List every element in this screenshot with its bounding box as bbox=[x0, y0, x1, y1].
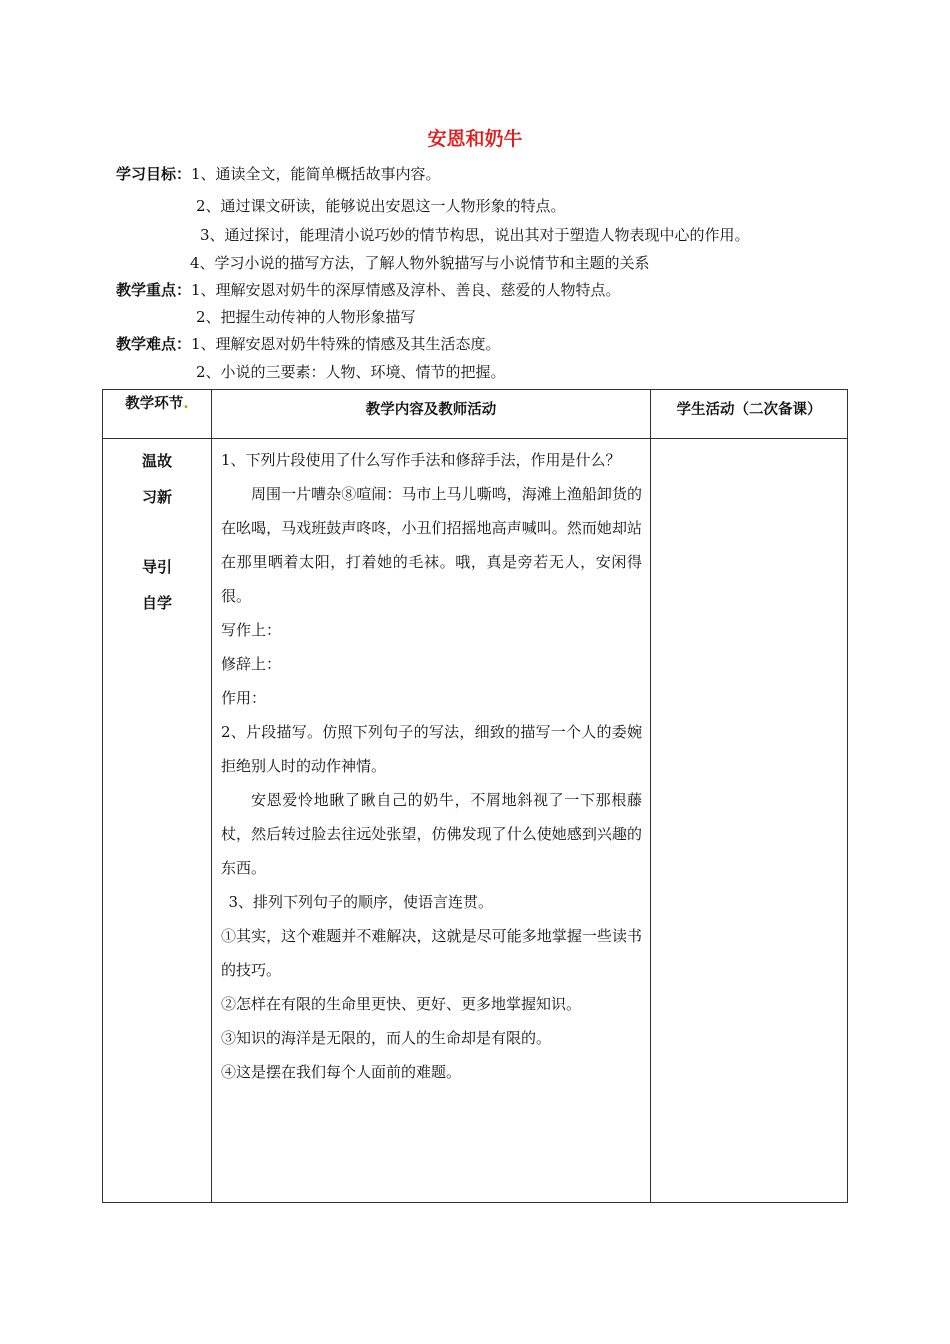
difficulty-item: 2、小说的三要素：人物、环境、情节的把握。 bbox=[196, 363, 506, 381]
question-1: 1、下列片段使用了什么写作手法和修辞手法，作用是什么？ bbox=[221, 451, 621, 469]
page-title: 安恩和奶牛 bbox=[427, 128, 523, 150]
sentence-2: ②怎样在有限的生命里更快、更好、更多地掌握知识。 bbox=[221, 995, 582, 1013]
stage-cell bbox=[103, 439, 212, 1203]
table-header-row bbox=[103, 390, 848, 439]
difficulties-line-1 bbox=[116, 334, 501, 354]
difficulties-label: 教学难点： bbox=[116, 335, 192, 353]
header-dot: . bbox=[183, 395, 189, 412]
table-row bbox=[103, 439, 848, 1203]
key-point-item: 1、理解安恩对奶牛的深厚情感及淳朴、善良、慈爱的人物特点。 bbox=[191, 281, 621, 299]
sentence-4: ④这是摆在我们每个人面前的难题。 bbox=[221, 1063, 462, 1081]
objective-item: 2、通过课文研读，能够说出安恩这一人物形象的特点。 bbox=[196, 197, 566, 215]
key-point-item: 2、把握生动传神的人物形象描写 bbox=[196, 308, 416, 326]
question-2: 2、片段描写。仿照下列句子的写法，细致的描写一个人的委婉拒绝别人时的动作神情。 bbox=[221, 723, 642, 775]
key-points-label: 教学重点： bbox=[116, 281, 192, 299]
stage-text: 导引 bbox=[141, 558, 172, 576]
header-stage: 教学环节. bbox=[103, 390, 212, 439]
sentence-1: ①其实，这个难题并不难解决，这就是尽可能多地掌握一些读书的技巧。 bbox=[221, 927, 642, 979]
answer-writing: 写作上： bbox=[221, 621, 282, 639]
key-points-line-1 bbox=[116, 280, 621, 300]
content-cell bbox=[212, 439, 651, 1203]
question-3: 3、排列下列句子的顺序，使语言连贯。 bbox=[228, 893, 494, 911]
stage-text: 温故 bbox=[141, 452, 172, 470]
student-activity-cell bbox=[651, 439, 848, 1203]
stage-text: 自学 bbox=[141, 594, 172, 612]
answer-rhetoric: 修辞上： bbox=[221, 655, 282, 673]
lesson-table bbox=[102, 389, 848, 1203]
difficulty-item: 1、理解安恩对奶牛特殊的情感及其生活态度。 bbox=[191, 335, 501, 353]
objectives-label: 学习目标： bbox=[116, 165, 192, 183]
passage-1: 周围一片嘈杂⑧喧闹：马市上马儿嘶鸣，海滩上渔船卸货的在吆喝，马戏班鼓声咚咚，小丑们招摇地高声喊叫。然而她却站在那里晒着太阳，打着她的毛袜。哦，真是旁若无人，安闲得很。 bbox=[221, 485, 642, 605]
stage-text: 习新 bbox=[141, 488, 172, 506]
objective-item: 3、通过探讨，能理清小说巧妙的情节构思，说出其对于塑造人物表现中心的作用。 bbox=[200, 226, 750, 244]
passage-2: 安恩爱怜地瞅了瞅自己的奶牛，不屑地斜视了一下那根藤杖，然后转过脸去往远处张望，仿佛发现了什么使她感到兴趣的东西。 bbox=[221, 791, 642, 877]
header-student: 学生活动（二次备课） bbox=[651, 390, 848, 439]
header-content: 教学内容及教师活动 bbox=[212, 390, 651, 439]
objective-item: 4、学习小说的描写方法，了解人物外貌描写与小说情节和主题的关系 bbox=[190, 254, 650, 272]
objectives-line-1 bbox=[116, 164, 441, 184]
answer-effect: 作用： bbox=[221, 689, 267, 707]
sentence-3: ③知识的海洋是无限的，而人的生命却是有限的。 bbox=[221, 1029, 552, 1047]
objective-item: 1、通读全文，能简单概括故事内容。 bbox=[191, 165, 441, 183]
